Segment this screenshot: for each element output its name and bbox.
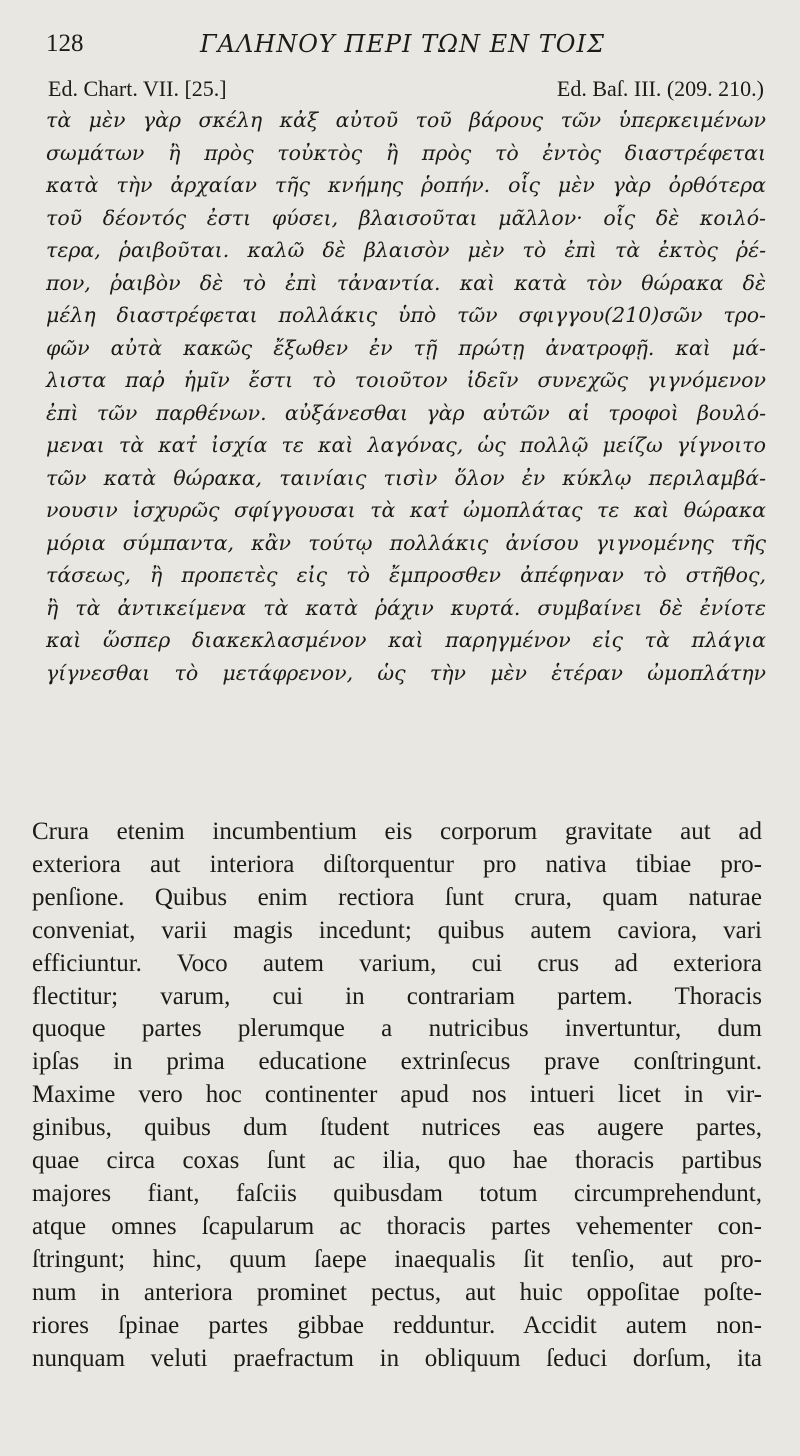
- latin-line: Crura etenim incumbentium eis corporum gravitate aut ad: [32, 818, 762, 845]
- greek-line: κατὰ τὴν ἀρχαίαν τῆς κνήμης ῥοπήν. οἷς μὲν γὰρ ὀρθότερα: [46, 173, 766, 197]
- greek-line: ἐπὶ τῶν παρθένων. αὐξάνεσθαι γὰρ αὐτῶν αἱ τροφοὶ βουλό-: [46, 400, 766, 425]
- latin-line: nunquam veluti praefractum in obliquum ſeduci dorſum, ita: [32, 1344, 762, 1372]
- latin-line: Maxime vero hoc continenter apud nos intueri licet in vir-: [32, 1081, 762, 1109]
- greek-line: τοῦ δέοντός ἐστι φύσει, βλαισοῦται μᾶλλον· οἷς δὲ κοιλό-: [46, 205, 766, 230]
- greek-line: τῶν κατὰ θώρακα, ταινίαις τισὶν ὅλον ἐν κύκλῳ περιλαμβά-: [46, 465, 766, 490]
- latin-line: atque omnes ſcapularum ac thoracis partes vehementer con-: [32, 1212, 762, 1240]
- page-number: 128: [46, 30, 84, 57]
- greek-line: μεναι τὰ κατ̓ ἰσχία τε καὶ λαγόνας, ὡς πολλῷ μείζω γίγνοιτο: [46, 433, 766, 457]
- running-head: ΓΑΛΗΝΟΥ ΠΕΡΙ ΤΩΝ ΕΝ ΤΟΙΣ: [200, 30, 605, 58]
- latin-line: majores fiant, faſciis quibusdam totum circumprehendunt,: [32, 1179, 762, 1207]
- latin-line: ginibus, quibus dum ſtudent nutrices eas augere partes,: [32, 1114, 762, 1142]
- greek-line: τὰ μὲν γὰρ σκέλη κἀξ αὐτοῦ τοῦ βάρους τῶν ὑπερκειμένων: [46, 108, 766, 132]
- latin-line: conveniat, varii magis incedunt; quibus autem caviora, vari: [32, 916, 762, 944]
- greek-line: λιστα παῤ ἡμῖν ἔστι τὸ τοιοῦτον ἰδεῖν συνεχῶς γιγνόμενον: [46, 368, 766, 392]
- edition-reference-right: Ed. Baſ. III. (209. 210.): [556, 76, 764, 101]
- greek-line: ἢ τὰ ἀντικείμενα τὰ κατὰ ῥάχιν κυρτά. συμβαίνει δὲ ἐνίοτε: [46, 595, 766, 620]
- latin-translation-column: [32, 816, 762, 1375]
- greek-line: μόρια σύμπαντα, κἂν τούτῳ πολλάκις ἀνίσου γιγνομένης τῆς: [46, 530, 766, 555]
- latin-line: exteriora aut interiora diſtorquentur pro nativa tibiae pro-: [32, 850, 762, 878]
- latin-line: efficiuntur. Voco autem varium, cui crus ad exteriora: [32, 949, 762, 977]
- greek-line: καὶ ὥσπερ διακεκλασμένον καὶ παρηγμένον εἰς τὰ πλάγια: [46, 628, 766, 652]
- greek-line: πον, ῥαιβὸν δὲ τὸ ἐπὶ τἀναντία. καὶ κατὰ τὸν θώρακα δὲ: [46, 270, 766, 295]
- greek-line: φῶν αὐτὰ κακῶς ἔξωθεν ἐν τῇ πρώτῃ ἀνατροφῇ. καὶ μά-: [46, 335, 766, 360]
- greek-line: γίγνεσθαι τὸ μετάφρενον, ὡς τὴν μὲν ἑτέραν ὠμοπλάτην: [46, 660, 766, 685]
- greek-text-column: [46, 104, 766, 689]
- latin-line: flectitur; varum, cui in contrariam partem. Thoracis: [32, 982, 762, 1010]
- greek-line: μέλη διαστρέφεται πολλάκις ὑπὸ τῶν σφιγγου(210)σῶν τρο-: [46, 303, 766, 327]
- greek-line: τάσεως, ἢ προπετὲς εἰς τὸ ἔμπροσθεν ἀπέφηναν τὸ στῆθος,: [46, 563, 766, 587]
- latin-line: penſione. Quibus enim rectiora ſunt crura, quam naturae: [32, 883, 762, 911]
- latin-line: ipſas in prima educatione extrinſecus prave conſtringunt.: [32, 1048, 762, 1076]
- latin-line: riores ſpinae partes gibbae redduntur. Accidit autem non-: [32, 1311, 762, 1339]
- latin-line: quoque partes plerumque a nutricibus invertuntur, dum: [32, 1015, 762, 1043]
- greek-line: νουσιν ἰσχυρῶς σφίγγουσαι τὰ κατ̓ ὠμοπλάτας τε καὶ θώρακα: [46, 498, 766, 522]
- latin-line: quae circa coxas ſunt ac ilia, quo hae thoracis partibus: [32, 1147, 762, 1175]
- greek-line: σωμάτων ἢ πρὸς τοὐκτὸς ἢ πρὸς τὸ ἐντὸς διαστρέφεται: [46, 140, 766, 165]
- latin-line: num in anteriora prominet pectus, aut huic oppoſitae poſte-: [32, 1278, 762, 1306]
- greek-line: τερα, ῥαιβοῦται. καλῶ δὲ βλαισὸν μὲν τὸ ἐπὶ τὰ ἐκτὸς ῥέ-: [46, 238, 766, 262]
- latin-line: ſtringunt; hinc, quum ſaepe inaequalis ſit tenſio, aut pro-: [32, 1245, 762, 1273]
- edition-reference-left: Ed. Chart. VII. [25.]: [48, 76, 227, 101]
